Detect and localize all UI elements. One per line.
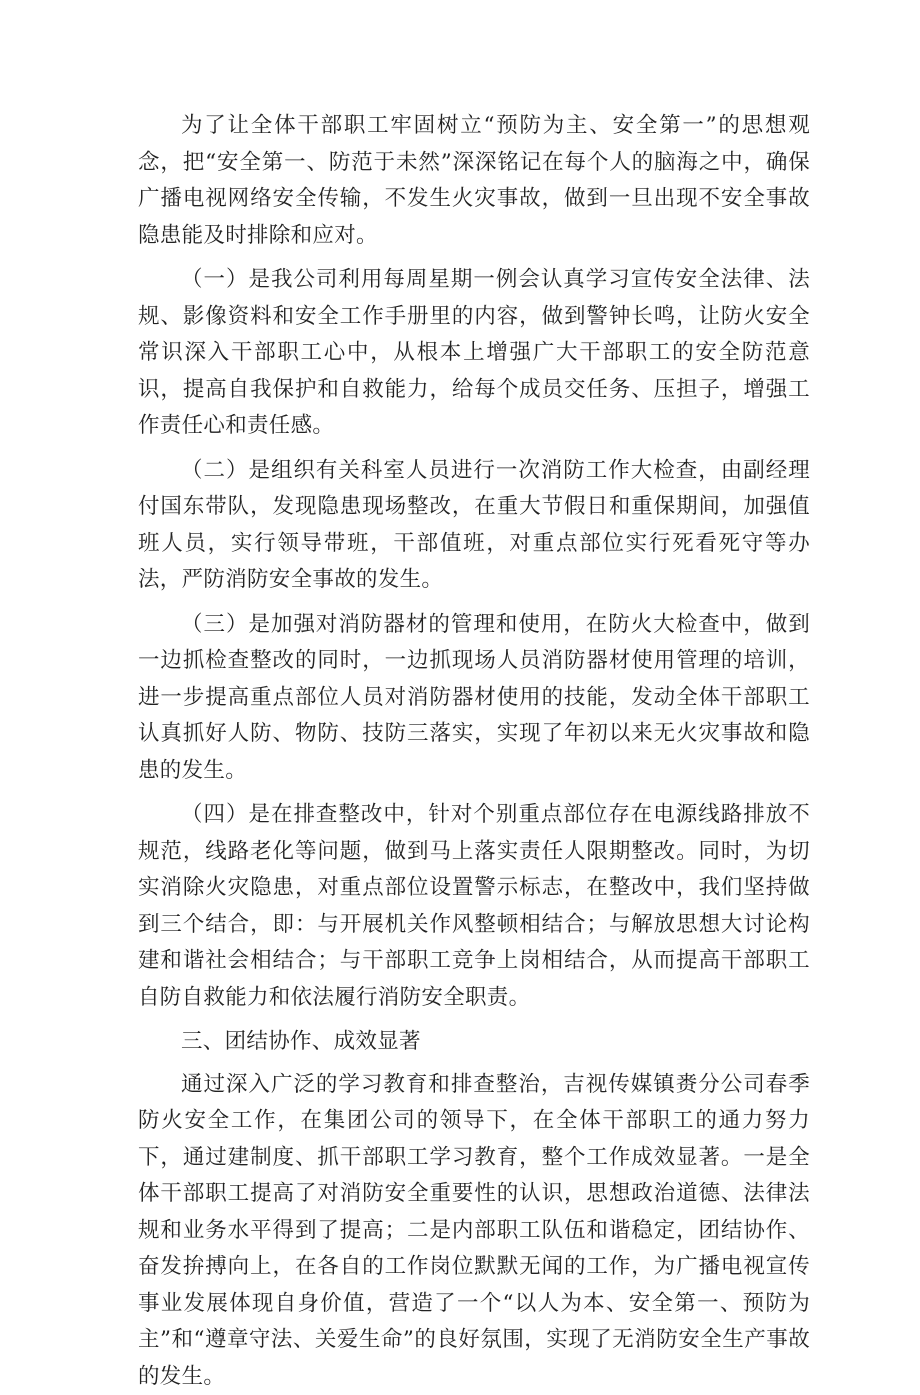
item-two-paragraph: （二）是组织有关科室人员进行一次消防工作大检查，由副经理付国东带队，发现隐患现场整改，在重大节假日和重保期间，加强值班人员，实行领导带班，干部值班，对重点部位实行死看死守等办法，严防消防安全事故的发生。 [138,453,810,599]
section-heading: 三、团结协作、成效显著 [138,1024,810,1061]
intro-paragraph: 为了让全体干部职工牢固树立“预防为主、安全第一”的思想观念，把“安全第一、防范于未然”深深铭记在每个人的脑海之中，确保广播电视网络安全传输，不发生火灾事故，做到一旦出现不安全事故隐患能及时排除和应对。 [138,108,810,254]
item-three-paragraph: （三）是加强对消防器材的管理和使用，在防火大检查中，做到一边抓检查整改的同时，一边抓现场人员消防器材使用管理的培训，进一步提高重点部位人员对消防器材使用的技能，发动全体干部职工认真抓好人防、物防、技防三落实，实现了年初以来无火灾事故和隐患的发生。 [138,607,810,790]
item-four-paragraph: （四）是在排查整改中，针对个别重点部位存在电源线路排放不规范，线路老化等问题，做到马上落实责任人限期整改。同时，为切实消除火灾隐患，对重点部位设置警示标志，在整改中，我们坚持做到三个结合，即：与开展机关作风整顿相结合；与解放思想大讨论构建和谐社会相结合；与干部职工竞争上岗相结合，从而提高干部职工自防自救能力和依法履行消防安全职责。 [138,797,810,1016]
closing-paragraph: 通过深入广泛的学习教育和排查整治，吉视传媒镇赉分公司春季防火安全工作，在集团公司的领导下，在全体干部职工的通力努力下，通过建制度、抓干部职工学习教育，整个工作成效显著。一是全体干部职工提高了对消防安全重要性的认识，思想政治道德、法律法规和业务水平得到了提高；二是内部职工队伍和谐稳定，团结协作、奋发拚搏向上，在各自的工作岗位默默无闻的工作，为广播电视宣传事业发展体现自身价值，营造了一个“以人为本、安全第一、预防为主”和“遵章守法、关爱生命”的良好氛围，实现了无消防安全生产事故的发生。 [138,1067,810,1395]
item-one-paragraph: （一）是我公司利用每周星期一例会认真学习宣传安全法律、法规、影像资料和安全工作手册里的内容，做到警钟长鸣，让防火安全常识深入干部职工心中，从根本上增强广大干部职工的安全防范意识，提高自我保护和自救能力，给每个成员交任务、压担子，增强工作责任心和责任感。 [138,262,810,445]
